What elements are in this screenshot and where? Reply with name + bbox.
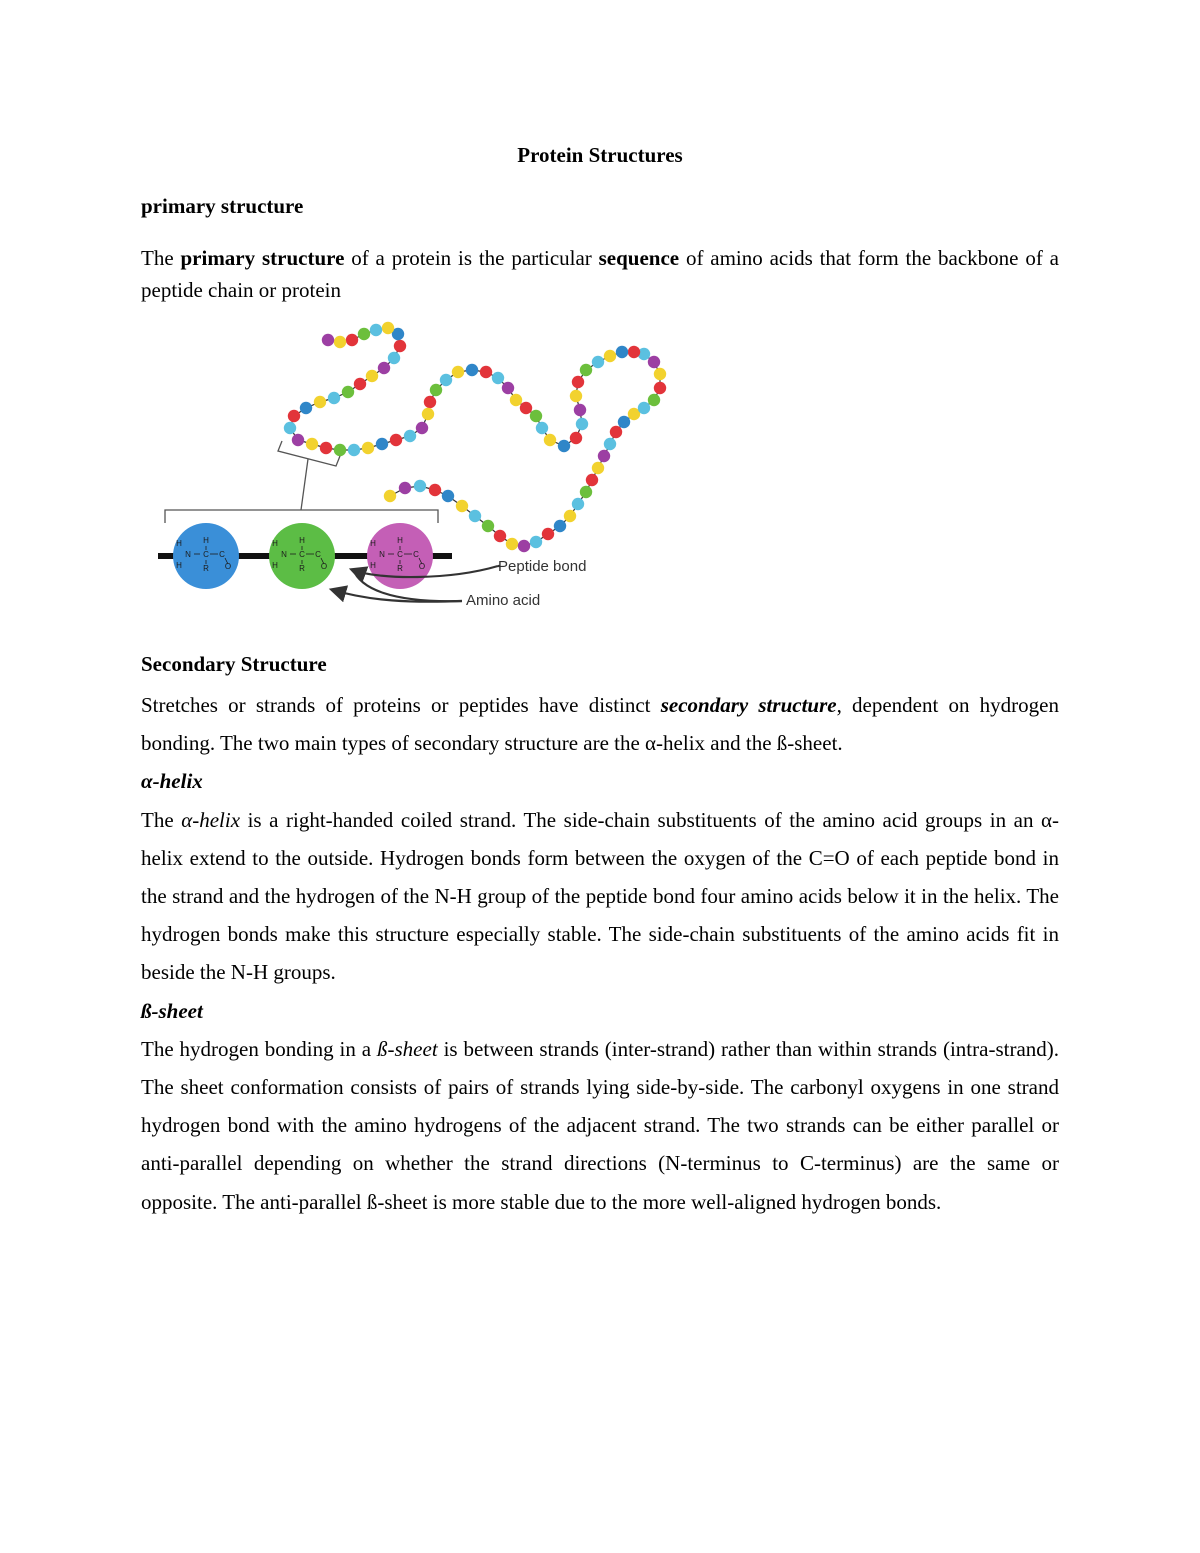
residue-atom-label: H xyxy=(370,539,376,548)
residue-atom-label: C xyxy=(299,550,305,559)
para-bold-term: primary structure xyxy=(180,246,345,270)
chain-bead xyxy=(366,370,378,382)
chain-bead xyxy=(430,384,442,396)
chain-bead xyxy=(576,418,588,430)
chain-bead xyxy=(544,434,556,446)
chain-bead xyxy=(414,480,426,492)
chain-bead xyxy=(554,520,566,532)
chain-bead xyxy=(288,410,300,422)
chain-bead xyxy=(300,402,312,414)
residue-atom-label: H xyxy=(203,536,209,545)
chain-bead xyxy=(422,408,434,420)
chain-bead xyxy=(358,328,370,340)
residue-atom-label: R xyxy=(299,564,305,573)
amino-acid-residue xyxy=(173,523,239,589)
residue-atom-label: O xyxy=(320,562,328,571)
chain-bead xyxy=(328,392,340,404)
chain-bead xyxy=(442,490,454,502)
chain-bead xyxy=(654,382,666,394)
para-text: The xyxy=(141,246,181,270)
chain-bead xyxy=(440,374,452,386)
chain-bead xyxy=(572,498,584,510)
chain-bead xyxy=(638,402,650,414)
residue-atom-label: H xyxy=(176,539,182,548)
chain-bead xyxy=(382,322,394,334)
chain-bead xyxy=(530,410,542,422)
chain-bead xyxy=(536,422,548,434)
para-text: The hydrogen bonding in a xyxy=(141,1036,378,1061)
alpha-helix-heading: α-helix xyxy=(141,769,203,794)
para-bold-term: sequence xyxy=(598,246,680,270)
chain-bead xyxy=(502,382,514,394)
residue-atom-label: N xyxy=(379,550,385,559)
page-title: Protein Structures xyxy=(517,143,683,167)
chain-bead xyxy=(284,422,296,434)
residue-atom-label: R xyxy=(397,564,403,573)
chain-bead xyxy=(378,362,390,374)
residue-atom-label: R xyxy=(203,564,209,573)
chain-bead xyxy=(604,438,616,450)
chain-bead xyxy=(292,434,304,446)
chain-bead xyxy=(616,346,628,358)
chain-bead xyxy=(469,510,481,522)
para-emphasis: α-helix xyxy=(181,807,241,832)
chain-bead xyxy=(574,404,586,416)
chain-bead xyxy=(592,356,604,368)
amino-acid-label: Amino acid xyxy=(466,592,541,609)
chain-bead xyxy=(648,394,660,406)
peptide-bond-label: Peptide bond xyxy=(498,558,587,575)
secondary-structure-heading: Secondary Structure xyxy=(141,652,327,676)
beta-sheet-heading: ß-sheet xyxy=(141,998,203,1023)
residue-atom-label: C xyxy=(203,550,209,559)
primary-structure-heading: primary structure xyxy=(141,194,304,218)
para-emphasis: secondary structure xyxy=(660,693,837,717)
chain-bead xyxy=(456,500,468,512)
para-text: Stretches or strands of proteins or peptides have distinct xyxy=(141,693,661,717)
residue-atom-label: C xyxy=(315,550,321,559)
secondary-structure-paragraph xyxy=(141,686,1059,762)
para-emphasis: ß-sheet xyxy=(377,1036,438,1061)
chain-bead xyxy=(604,350,616,362)
residue-atom-label: O xyxy=(224,562,232,571)
secondary-structure-body xyxy=(141,686,1059,1221)
residue-atom-label: N xyxy=(281,550,287,559)
chain-bead xyxy=(654,368,666,380)
beta-sheet-paragraph xyxy=(141,1030,1059,1221)
chain-bead xyxy=(399,482,411,494)
chain-bead xyxy=(510,394,522,406)
para-text: of a protein is the particular xyxy=(344,246,599,270)
chain-bead xyxy=(342,386,354,398)
chain-bead xyxy=(404,430,416,442)
chain-bead xyxy=(429,484,441,496)
chain-bead xyxy=(586,474,598,486)
residue-atom-label: N xyxy=(185,550,191,559)
chain-bead xyxy=(610,426,622,438)
chain-bead xyxy=(384,490,396,502)
alpha-helix-paragraph xyxy=(141,801,1059,992)
chain-bead xyxy=(572,376,584,388)
peptide-chain-figure xyxy=(150,318,670,618)
residue-atom-label: C xyxy=(413,550,419,559)
expansion-bracket xyxy=(165,510,438,523)
chain-bead xyxy=(480,366,492,378)
chain-bead xyxy=(348,444,360,456)
chain-bead xyxy=(390,434,402,446)
chain-bead xyxy=(592,462,604,474)
chain-bead xyxy=(580,364,592,376)
bracket-connector-line xyxy=(301,459,308,510)
amino-acid-residue xyxy=(269,523,335,589)
chain-bead xyxy=(416,422,428,434)
para-text: is a right-handed coiled strand. The side-chain substituents of the amino acid groups in an α-helix extend to the outside. Hydrogen bonds form between the oxygen of the C=O of each peptide bond in the strand and the hydrogen of the N-H group of the peptide bond four amino acids below it in the helix. The hydrogen bonds make this structure especially stable. The side-chain substituents of the amino acids fit in beside the N-H groups. xyxy=(141,807,1059,985)
residue-atom-label: H xyxy=(272,561,278,570)
peptide-chain-illustration xyxy=(150,318,670,618)
chain-bead xyxy=(320,442,332,454)
chain-bead xyxy=(466,364,478,376)
residue-atom-label: H xyxy=(370,561,376,570)
residue-atom-label: C xyxy=(219,550,225,559)
chain-bead xyxy=(370,324,382,336)
chain-bead xyxy=(570,390,582,402)
chain-bead xyxy=(520,402,532,414)
residue-atom-label: O xyxy=(418,562,426,571)
chain-bead xyxy=(306,438,318,450)
chain-bead xyxy=(322,334,334,346)
chain-bead xyxy=(518,540,530,552)
chain-bead xyxy=(628,346,640,358)
chain-bead xyxy=(376,438,388,450)
chain-bead xyxy=(388,352,400,364)
chain-bead xyxy=(564,510,576,522)
chain-bead xyxy=(570,432,582,444)
chain-bead xyxy=(530,536,542,548)
chain-bead xyxy=(618,416,630,428)
residue-atom-label: H xyxy=(176,561,182,570)
residue-atom-label: H xyxy=(397,536,403,545)
chain-bead xyxy=(558,440,570,452)
chain-bead xyxy=(506,538,518,550)
para-text: of amino acids that form the backbone of a peptide chain or protein xyxy=(141,246,1059,302)
chain-bead xyxy=(542,528,554,540)
chain-bead xyxy=(394,340,406,352)
residue-atom-label: H xyxy=(299,536,305,545)
residue-atom-label: C xyxy=(397,550,403,559)
chain-bead xyxy=(362,442,374,454)
amino-acid-residue xyxy=(367,523,433,589)
para-text: , dependent on hydrogen bonding. The two main types of secondary structure are the α-helix and the ß-sheet. xyxy=(141,693,1059,756)
chain-bead xyxy=(452,366,464,378)
chain-bead xyxy=(346,334,358,346)
chain-bead xyxy=(482,520,494,532)
chain-bead xyxy=(494,530,506,542)
chain-bead xyxy=(334,336,346,348)
residue-atom-label: H xyxy=(272,539,278,548)
para-text: is between strands (inter-strand) rather than within strands (intra-strand). The sheet conformation consists of pairs of strands lying side-by-side. The carbonyl oxygens in one strand hydrogen bond with the amino hydrogens of the adjacent strand. The two strands can be either parallel or anti-parallel depending on whether the strand directions (N-terminus to C-terminus) are the same or opposite. The anti-parallel ß-sheet is more stable due to the more well-aligned hydrogen bonds. xyxy=(141,1036,1060,1214)
chain-bead xyxy=(424,396,436,408)
chain-bead xyxy=(648,356,660,368)
primary-structure-paragraph xyxy=(141,242,1059,306)
para-text: The xyxy=(141,807,182,832)
chain-bead xyxy=(580,486,592,498)
chain-bead xyxy=(492,372,504,384)
chain-bead xyxy=(334,444,346,456)
chain-bead xyxy=(314,396,326,408)
chain-bead xyxy=(598,450,610,462)
chain-bead xyxy=(354,378,366,390)
